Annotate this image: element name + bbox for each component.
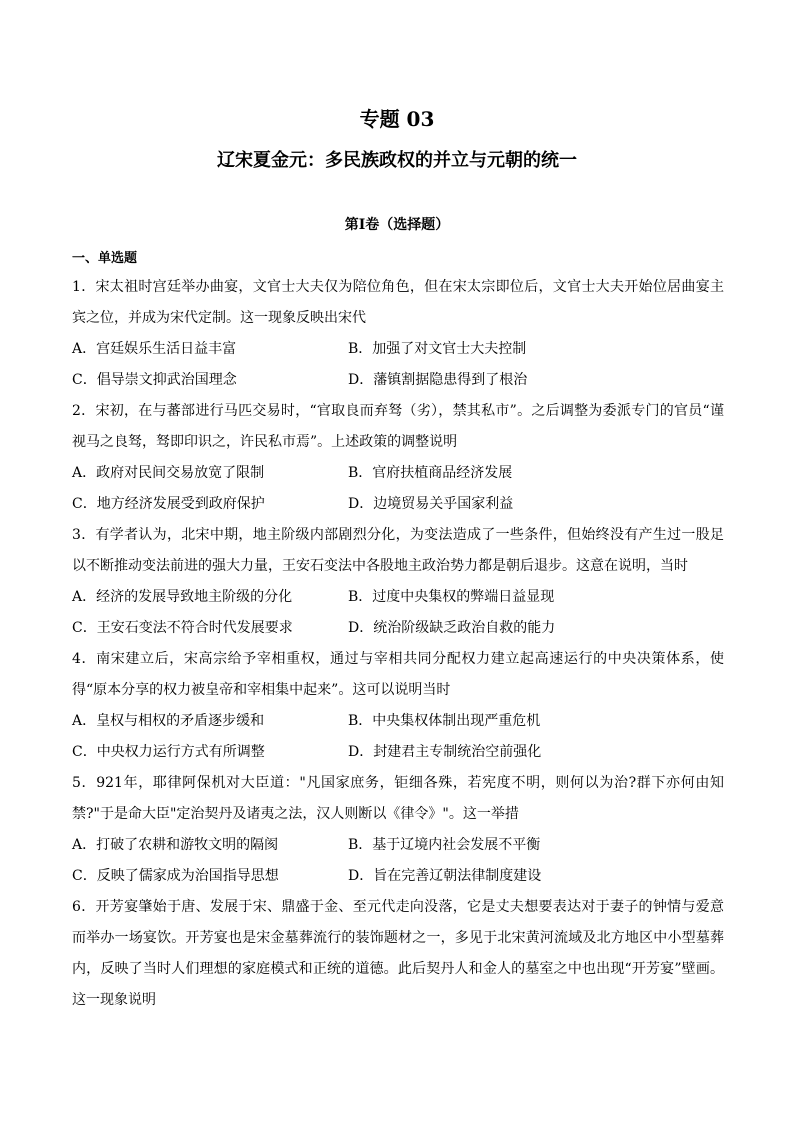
question-list — [72, 272, 724, 1016]
section-heading: 一、单选题 — [72, 251, 138, 266]
option-row — [72, 861, 724, 892]
option-b: B．基于辽境内社会发展不平衡 — [348, 837, 541, 853]
option-row — [72, 706, 724, 737]
option-d: D．边境贸易关乎国家利益 — [348, 496, 514, 512]
question-item — [72, 396, 724, 520]
option-b: B．过度中央集权的弊端日益显现 — [348, 589, 555, 605]
question-item — [72, 892, 724, 1016]
option-b: B．加强了对文官士大夫控制 — [348, 341, 527, 357]
option-c: C．倡导崇文抑武治国理念 — [72, 372, 237, 388]
document-subtitle: 辽宋夏金元：多民族政权的并立与元朝的统一 — [217, 150, 577, 171]
option-row — [72, 613, 724, 644]
question-item — [72, 768, 724, 892]
option-row — [72, 365, 724, 396]
option-row — [72, 737, 724, 768]
option-row — [72, 334, 724, 365]
option-d: D．统治阶级缺乏政治自救的能力 — [348, 620, 556, 636]
question-stem: 5．921年，耶律阿保机对大臣道："凡国家庶务，钜细各殊，若宪度不明，则何以为治?群下亦何由知禁?"于是命大臣"定治契丹及诸夷之法，汉人则断以《律令》"。这一举措 — [72, 775, 724, 822]
option-b: B．中央集权体制出现严重危机 — [348, 713, 541, 729]
option-a: A．皇权与相权的矛盾逐步缓和 — [72, 713, 265, 729]
option-c: C．王安石变法不符合时代发展要求 — [72, 620, 293, 636]
question-item — [72, 272, 724, 396]
option-d: D．旨在完善辽朝法律制度建设 — [348, 868, 542, 884]
option-d: D．藩镇割据隐患得到了根治 — [348, 372, 528, 388]
option-c: C．中央权力运行方式有所调整 — [72, 744, 265, 760]
option-row — [72, 830, 724, 861]
question-stem: 2．宋初，在与蕃部进行马匹交易时，“官取良而弃驽（劣），禁其私市”。之后调整为委派专门的官员“谨视马之良驽，驽即印识之，许民私市焉”。上述政策的调整说明 — [72, 403, 724, 450]
option-a: A．宫廷娱乐生活日益丰富 — [72, 341, 237, 357]
question-stem: 4．南宋建立后，宋高宗给予宰相重权，通过与宰相共同分配权力建立起高速运行的中央决策体系，使得“原本分享的权力被皇帝和宰相集中起来”。这可以说明当时 — [72, 651, 724, 698]
option-a: A．打破了农耕和游牧文明的隔阂 — [72, 837, 279, 853]
option-row — [72, 582, 724, 613]
option-row — [72, 458, 724, 489]
option-d: D．封建君主专制统治空前强化 — [348, 744, 542, 760]
option-row — [72, 489, 724, 520]
question-stem: 6．开芳宴肇始于唐、发展于宋、鼎盛于金、至元代走向没落，它是丈夫想要表达对于妻子的钟情与爱意而举办一场宴饮。开芳宴也是宋金墓葬流行的装饰题材之一，多见于北宋黄河流域及北方地区中小型墓葬内，反映了当时人们理想的家庭模式和正统的道德。此后契丹人和金人的墓室之中也出现“开芳宴”壁画。这一现象说明 — [72, 899, 724, 1008]
question-stem: 1．宋太祖时宫廷举办曲宴，文官士大夫仅为陪位角色，但在宋太宗即位后，文官士大夫开始位居曲宴主宾之位，并成为宋代定制。这一现象反映出宋代 — [72, 279, 724, 326]
option-a: A．政府对民间交易放宽了限制 — [72, 465, 265, 481]
option-b: B．官府扶植商品经济发展 — [348, 465, 513, 481]
question-item — [72, 520, 724, 644]
option-c: C．反映了儒家成为治国指导思想 — [72, 868, 279, 884]
document-title: 专题 03 — [359, 107, 435, 131]
question-item — [72, 644, 724, 768]
volume-heading: 第Ⅰ卷（选择题） — [344, 217, 450, 233]
option-a: A．经济的发展导致地主阶级的分化 — [72, 589, 293, 605]
question-stem: 3．有学者认为，北宋中期，地主阶级内部剧烈分化，为变法造成了一些条件，但始终没有产生过一股足以不断推动变法前进的强大力量，王安石变法中各股地主政治势力都是朝后退步。这意在说明，当时 — [72, 527, 724, 574]
option-c: C．地方经济发展受到政府保护 — [72, 496, 265, 512]
